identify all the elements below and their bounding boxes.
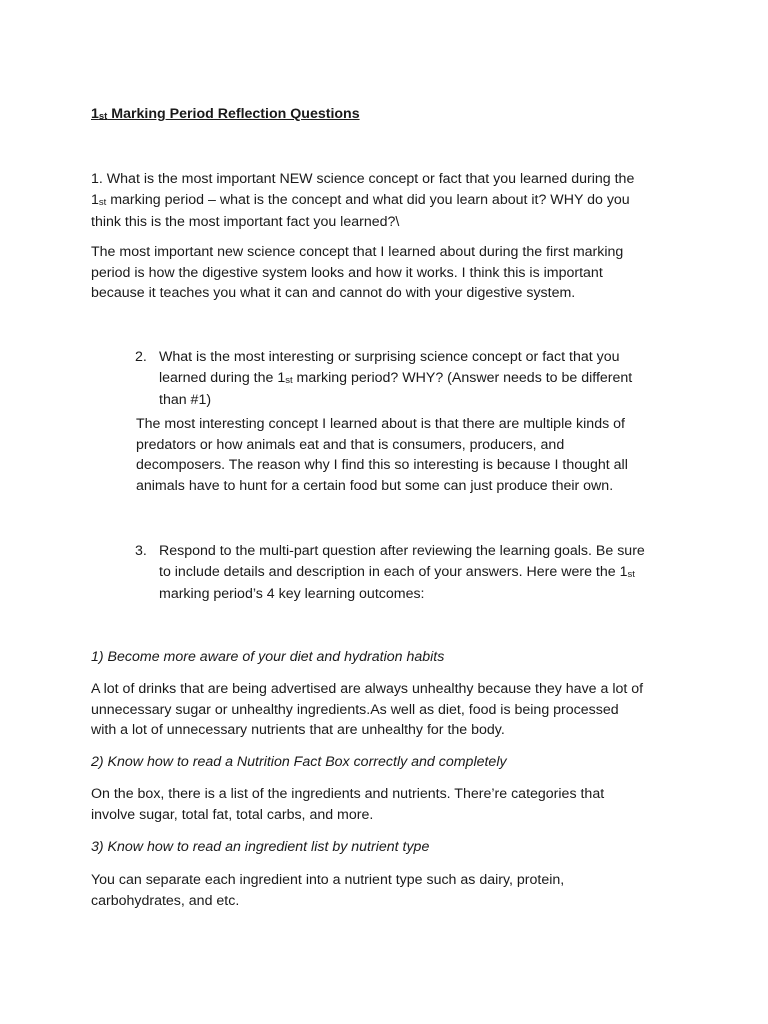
goal-1-response-line-2: unnecessary sugar or unhealthy ingredients.As well as diet, food is being processed bbox=[91, 701, 619, 718]
answer-2-line-1: The most interesting concept I learned about is that there are multiple kinds of bbox=[136, 416, 625, 432]
question-1-ordinal-suffix: st bbox=[98, 196, 107, 208]
goal-2-heading: 2) Know how to read a Nutrition Fact Box correctly and completely bbox=[91, 754, 507, 770]
title-ordinal-suffix: st bbox=[98, 111, 108, 122]
goal-2-response-line-2: involve sugar, total fat, total carbs, and more. bbox=[91, 806, 374, 823]
question-2-line-2-start: learned during the bbox=[159, 369, 278, 386]
answer-2 bbox=[136, 414, 681, 496]
goal-1-response bbox=[91, 679, 691, 741]
goal-3-response bbox=[91, 870, 691, 911]
answer-2-line-3: decomposers. The reason why I find this so interesting is because I thought all bbox=[136, 457, 628, 473]
answer-1 bbox=[91, 242, 691, 304]
question-2 bbox=[159, 347, 679, 411]
question-3-line-3: marking period’s 4 key learning outcomes: bbox=[159, 586, 425, 602]
question-3-line-1: Respond to the multi-part question after reviewing the learning goals. Be sure bbox=[159, 543, 645, 559]
goal-3-heading: 3) Know how to read an ingredient list by nutrient type bbox=[91, 839, 430, 855]
title-ordinal-number: 1 bbox=[91, 106, 99, 122]
answer-1-line-2: period is how the digestive system looks and how it works. I think this is important bbox=[91, 264, 603, 281]
goal-1-response-line-1: A lot of drinks that are being advertised are always unhealthy because they have a lot of bbox=[91, 681, 644, 697]
answer-1-line-3: because it teaches you what it can and cannot do with your digestive system. bbox=[91, 285, 576, 301]
goal-3-response-line-1: You can separate each ingredient into a nutrient type such as dairy, protein, bbox=[91, 872, 565, 888]
answer-2-line-4: animals have to hunt for a certain food but some can just produce their own. bbox=[136, 477, 614, 494]
question-3-ordinal-number: 1 bbox=[619, 563, 628, 580]
goal-2-response bbox=[91, 784, 691, 825]
goal-1-response-line-3: with a lot of unnecessary nutrients that are unhealthy for the body. bbox=[91, 722, 505, 738]
question-1-ordinal-number: 1 bbox=[91, 191, 99, 208]
question-1-line-1: 1. What is the most important NEW science concept or fact that you learned during the bbox=[91, 171, 635, 187]
question-3-line-2: to include details and description in each of your answers. Here were the bbox=[159, 563, 620, 580]
question-2-line-3: than #1) bbox=[159, 392, 212, 408]
question-2-ordinal-number: 1 bbox=[277, 369, 286, 386]
question-2-ordinal-suffix: st bbox=[285, 374, 293, 386]
question-1-line-3: think this is the most important fact you learned?\ bbox=[91, 214, 400, 230]
goal-3-response-line-2: carbohydrates, and etc. bbox=[91, 892, 240, 909]
goal-2-response-line-1: On the box, there is a list of the ingredients and nutrients. There’re categories that bbox=[91, 786, 605, 802]
page-title bbox=[91, 104, 691, 127]
question-3-ordinal-suffix: st bbox=[627, 568, 635, 580]
question-2-line-2-end: marking period? WHY? (Answer needs to be different bbox=[292, 369, 633, 386]
question-1-line-2: marking period – what is the concept and what did you learn about it? WHY do you bbox=[106, 191, 630, 208]
answer-1-line-1: The most important new science concept that I learned about during the first marking bbox=[91, 244, 624, 260]
question-3 bbox=[159, 541, 679, 605]
question-3-number: 3. bbox=[135, 543, 147, 559]
question-2-number: 2. bbox=[135, 349, 147, 365]
question-1 bbox=[91, 169, 691, 233]
question-2-line-1: What is the most interesting or surprising science concept or fact that you bbox=[159, 349, 620, 365]
goal-1-heading: 1) Become more aware of your diet and hydration habits bbox=[91, 649, 445, 665]
answer-2-line-2: predators or how animals eat and that is consumers, producers, and bbox=[136, 436, 565, 453]
title-text: Marking Period Reflection Questions bbox=[107, 106, 360, 122]
